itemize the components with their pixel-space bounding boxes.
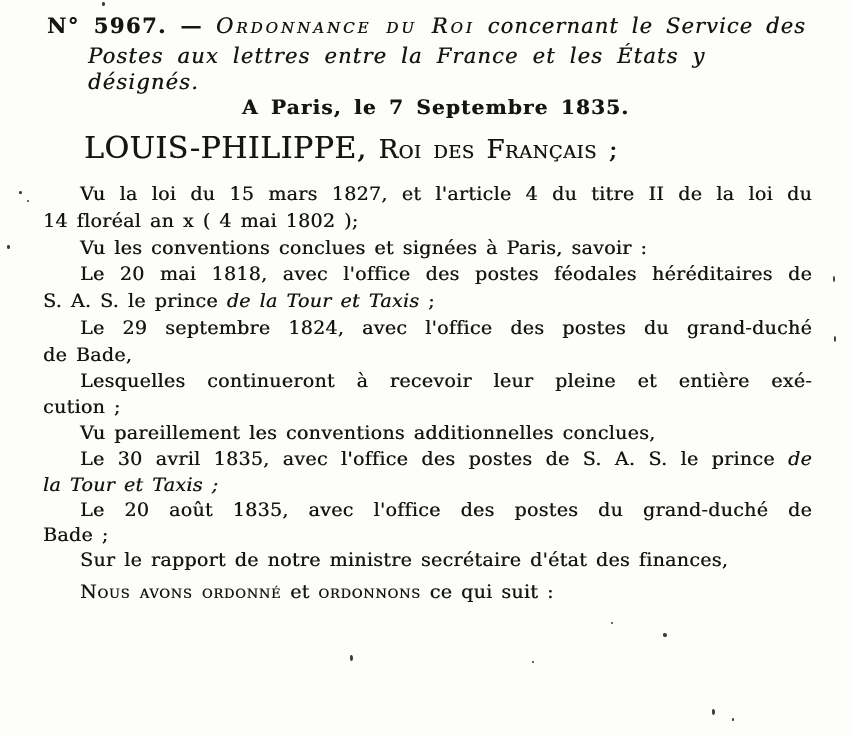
text-segment: de la Tour et Taxis — [226, 290, 420, 312]
text-segment: LOUIS-PHILIPPE, — [84, 131, 367, 166]
body-line — [43, 396, 812, 420]
title-line-1 — [47, 13, 806, 39]
enacting-line — [43, 581, 812, 605]
body-line — [43, 317, 812, 341]
text-segment: Lesquelles continueront à recevoir leur pleine et entière exé- — [80, 370, 812, 392]
text-segment: concernant le Service des — [474, 14, 806, 38]
text-segment: ce qui suit : — [420, 581, 554, 603]
scan-speckle — [732, 718, 734, 721]
text-segment: S. A. S. le prince — [43, 290, 227, 312]
text-segment: la Tour et Taxis ; — [43, 474, 219, 496]
body-line — [43, 290, 812, 314]
scan-speckle — [27, 200, 29, 202]
scan-speckle — [833, 276, 835, 282]
body-line — [43, 448, 812, 472]
text-segment: A Paris, le 7 Septembre 1835. — [242, 95, 630, 119]
dateline — [242, 95, 629, 120]
text-segment: Bade ; — [43, 524, 109, 546]
title-line-2 — [88, 43, 808, 96]
scan-speckle — [611, 622, 613, 624]
scan-speckle — [834, 336, 836, 342]
scan-speckle — [19, 191, 22, 194]
scan-speckle — [350, 655, 353, 661]
text-segment: Le 20 mai 1818, avec l'office des postes féodales héréditaires de — [80, 263, 812, 285]
body-line — [43, 237, 812, 261]
body-line — [43, 422, 812, 446]
scan-speckle — [7, 245, 10, 249]
body-line — [43, 474, 812, 498]
scan-speckle — [712, 709, 715, 715]
text-segment: Nous avons ordonné — [80, 581, 282, 603]
text-segment: de — [787, 448, 812, 470]
text-segment: Postes aux lettres entre la France et les États y désignés. — [88, 44, 706, 95]
salutation-line — [84, 130, 618, 168]
text-segment: Vu la loi du 15 mars 1827, et l'article 4 du titre II de la loi du — [80, 183, 812, 205]
text-segment: Le 30 avril 1835, avec l'office des postes de S. A. S. le prince — [80, 448, 788, 470]
scan-speckle — [532, 661, 534, 663]
body-line — [43, 344, 812, 368]
body-line — [43, 549, 812, 573]
text-segment: Vu pareillement les conventions additionnelles conclues, — [80, 422, 656, 444]
text-segment: ordonnons — [318, 581, 421, 603]
body-line — [43, 524, 812, 548]
text-segment: N° 5967. — [47, 13, 167, 38]
body-line — [43, 263, 812, 287]
body-line — [43, 183, 812, 207]
text-segment: — — [166, 13, 216, 38]
scan-speckle — [663, 633, 667, 637]
text-segment: Le 29 septembre 1824, avec l'office des postes du grand-duché — [80, 317, 812, 339]
text-segment: de Bade, — [43, 344, 133, 366]
body-line — [43, 210, 812, 234]
text-segment: Ordonnance du Roi — [216, 14, 475, 38]
text-segment: cution ; — [43, 396, 121, 418]
text-segment: Sur le rapport de notre ministre secrétaire d'état des finances, — [80, 549, 729, 571]
text-segment: Le 20 août 1835, avec l'office des postes du grand-duché de — [80, 499, 812, 521]
text-segment: ; — [419, 290, 435, 312]
text-segment: Roi des Français ; — [366, 135, 618, 165]
scan-speckle — [102, 2, 105, 6]
body-line — [43, 370, 812, 394]
text-segment: et — [281, 581, 319, 603]
text-segment: Vu les conventions conclues et signées à Paris, savoir : — [80, 237, 648, 259]
text-segment: 14 floréal an x ( 4 mai 1802 ); — [43, 210, 359, 232]
body-line — [43, 499, 812, 523]
